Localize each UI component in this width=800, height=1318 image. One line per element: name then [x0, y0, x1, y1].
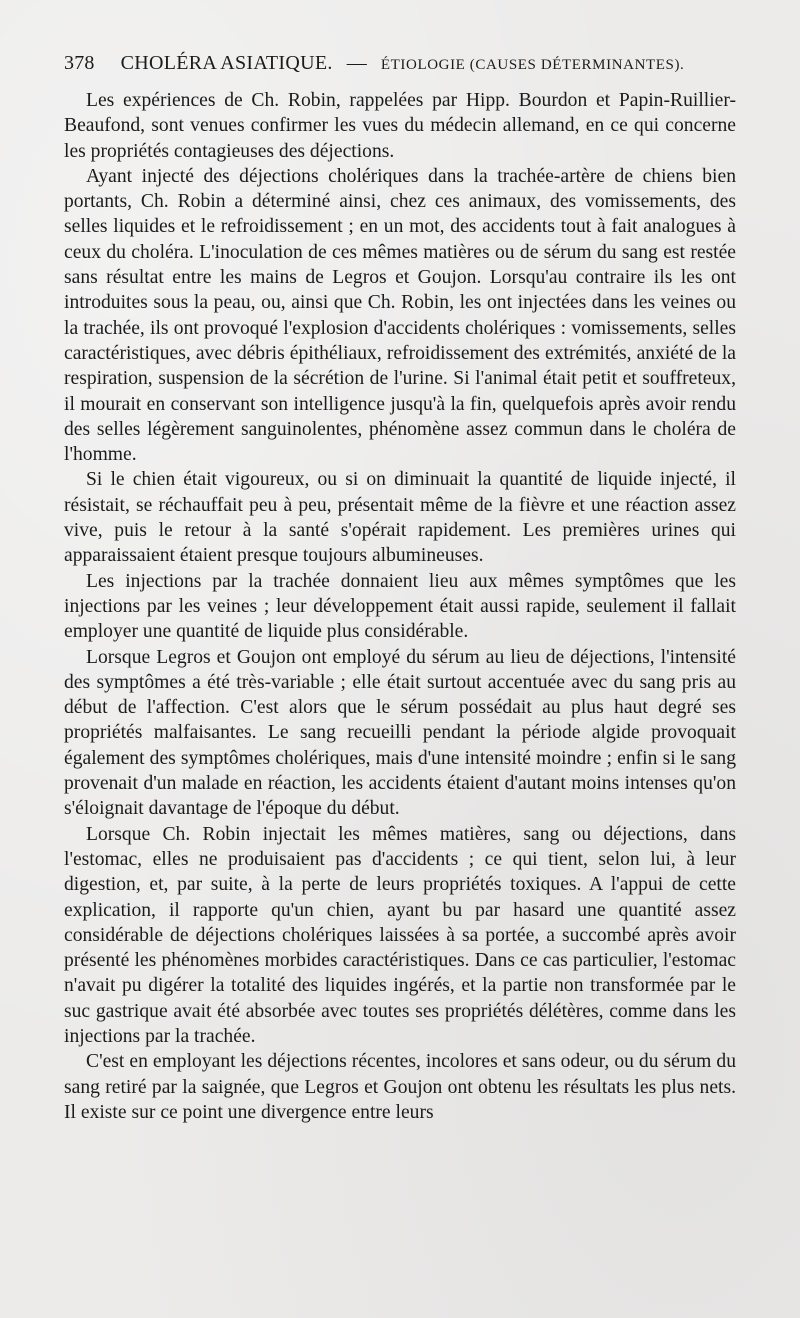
section-title: ÉTIOLOGIE (CAUSES DÉTERMINANTES).	[380, 57, 685, 73]
header-separator: —	[346, 52, 367, 74]
paragraph: Les expériences de Ch. Robin, rappelées par Hipp. Bourdon et Papin-Ruillier-Beaufond, sont venues confirmer les vues du médecin allemand, en ce qui concerne les propriétés contagieuses des déjections.	[64, 90, 736, 162]
chapter-title: CHOLÉRA ASIATIQUE.	[120, 52, 333, 74]
page-number: 378	[64, 52, 95, 74]
running-header	[64, 52, 736, 88]
body-text	[64, 88, 736, 1125]
paragraph: Lorsque Ch. Robin injectait les mêmes matières, sang ou déjections, dans l'estomac, elles ne produisaient pas d'accidents ; ce qui tient, selon lui, à leur digestion, et, par suite, à la perte de leurs propriétés toxiques. A l'appui de cette explication, il rapporte qu'un chien, ayant bu par hasard une quantité assez considérable de déjections cholériques laissées à sa portée, a succombé après avoir présenté les phénomènes morbides caractéristiques. Dans ce cas particulier, l'estomac n'avait pu digérer la totalité des liquides ingérés, et la partie non transformée par le suc gastrique avait été absorbée avec toutes ses propriétés délétères, comme dans les injections par la trachée.	[64, 823, 736, 1047]
paragraph: Ayant injecté des déjections cholériques dans la trachée-artère de chiens bien portants, Ch. Robin a déterminé ainsi, chez ces animaux, des vomissements, des selles liquides et le refroidissement ; en un mot, des accidents tout à fait analogues à ceux du choléra. L'inoculation de ces mêmes matières ou de sérum du sang est restée sans résultat entre les mains de Legros et Goujon. Lorsqu'au contraire ils les ont introduites sous la peau, ou, ainsi que Ch. Robin, les ont injectées dans les veines ou la trachée, ils ont provoqué l'explosion d'accidents cholériques : vomissements, selles caractéristiques, avec débris épithéliaux, refroidissement des extrémités, anxiété de la respiration, suspension de la sécrétion de l'urine. Si l'animal était petit et souffreteux, il mourait en conservant son intelligence jusqu'à la fin, quelquefois après avoir rendu des selles légèrement sanguinolentes, phénomène assez commun dans le choléra de l'homme.	[64, 165, 736, 466]
paragraph: Lorsque Legros et Goujon ont employé du sérum au lieu de déjections, l'intensité des symptômes a été très-variable ; elle était surtout accentuée avec du sang pris au début de l'affection. C'est alors que le sérum possédait au plus haut degré ses propriétés malfaisantes. Le sang recueilli pendant la période algide provoquait également des symptômes cholériques, mais d'une intensité moindre ; enfin si le sang provenait d'un malade en réaction, les accidents étaient d'autant moins intenses qu'on s'éloignait davantage de l'époque du début.	[64, 646, 736, 820]
paragraph: Si le chien était vigoureux, ou si on diminuait la quantité de liquide injecté, il résistait, se réchauffait peu à peu, présentait même de la fièvre et une réaction assez vive, puis le retour à la santé s'opérait rapidement. Les premières urines qui apparaissaient étaient presque toujours albumineuses.	[64, 469, 736, 567]
paragraph: C'est en employant les déjections récentes, incolores et sans odeur, ou du sérum du sang retiré par la saignée, que Legros et Goujon ont obtenu les résultats les plus nets. Il existe sur ce point une divergence entre leurs	[64, 1051, 736, 1123]
paragraph: Les injections par la trachée donnaient lieu aux mêmes symptômes que les injections par les veines ; leur développement était aussi rapide, seulement il fallait employer une quantité de liquide plus considérable.	[64, 570, 736, 643]
book-page	[64, 52, 736, 1125]
